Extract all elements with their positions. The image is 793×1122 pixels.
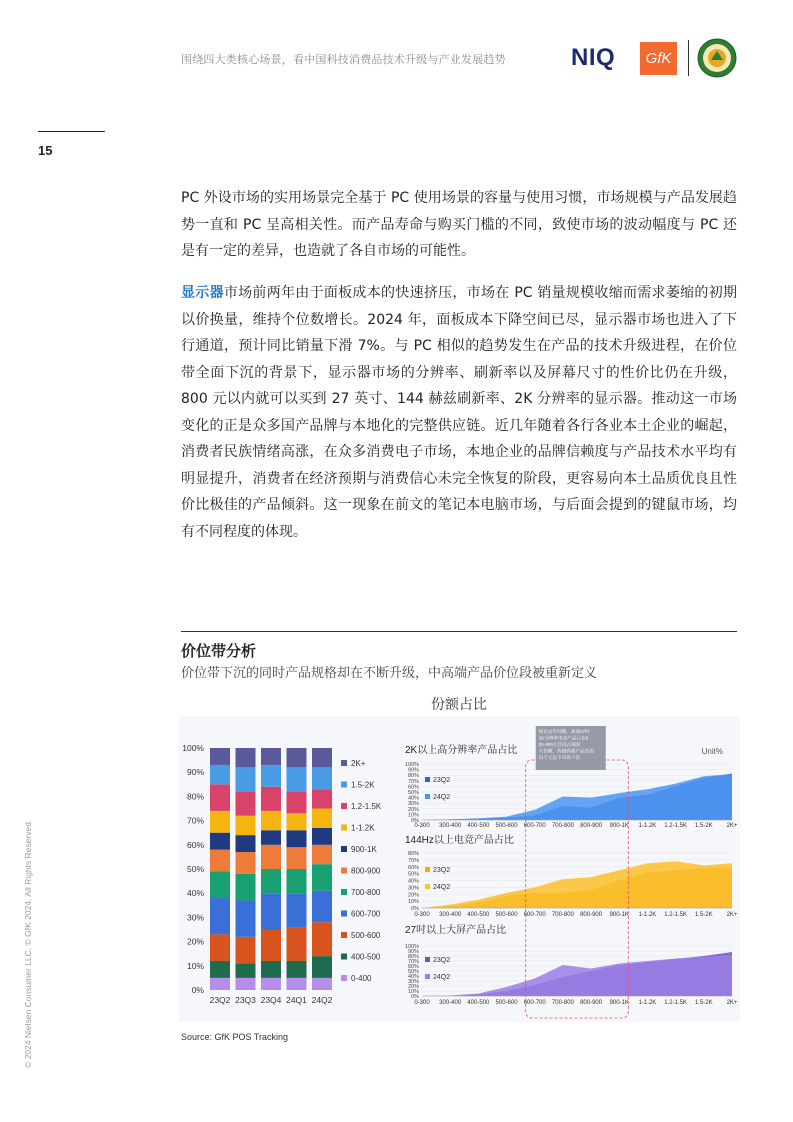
keyword-monitor: 显示器 <box>181 285 224 301</box>
bar-legend-label: 1-1.2K <box>351 823 375 833</box>
area-xtick-label: 1-1.2K <box>638 823 657 829</box>
annotation-text: 向千元以下市场下沉 <box>538 755 581 760</box>
area-ytick-label: 30% <box>407 885 419 892</box>
bar-legend-label: 700-800 <box>351 888 381 897</box>
area-xtick-label: 400-500 <box>467 1000 490 1006</box>
bar-legend-swatch <box>341 932 347 938</box>
bar-segment-1-1.2K <box>210 811 230 833</box>
bar-segment-800-900 <box>312 845 332 864</box>
bar-segment-700-800 <box>236 874 256 901</box>
area-ytick-label: 0% <box>411 906 419 912</box>
bar-segment-1.2-1.5K <box>236 792 256 816</box>
bar-segment-600-700 <box>210 898 230 934</box>
area-ytick-label: 20% <box>407 892 419 899</box>
bar-ytick-label: 100% <box>182 743 204 753</box>
header-title: 围绕四大类核心场景，看中国科技消费品技术升级与产业发展趋势 <box>181 53 506 66</box>
bar-segment-400-500 <box>210 961 230 978</box>
area-legend-swatch <box>425 884 430 889</box>
bar-segment-700-800 <box>261 869 281 893</box>
area-xtick-label: 600-700 <box>523 823 546 829</box>
bar-legend-swatch <box>341 911 347 917</box>
area-xtick-label: 500-600 <box>495 1000 518 1006</box>
bar-segment-900-1K <box>261 830 281 845</box>
bar-category-label: 23Q2 <box>209 995 231 1005</box>
bar-segment-700-800 <box>312 864 332 891</box>
bar-segment-2K+ <box>236 748 256 767</box>
bar-segment-0-400 <box>261 978 281 990</box>
area-xtick-label: 1.2-1.5K <box>664 912 687 918</box>
bar-legend-swatch <box>341 846 347 852</box>
area-ytick-label: 50% <box>407 790 419 796</box>
area-ytick-label: 10% <box>407 812 419 819</box>
bar-segment-800-900 <box>236 852 256 874</box>
area-xtick-label: 2K+ <box>726 823 738 829</box>
bar-segment-2K+ <box>312 748 332 767</box>
area-ytick-label: 80% <box>407 773 419 780</box>
area-ytick-label: 60% <box>407 784 419 791</box>
bar-segment-1-1.2K <box>312 809 332 828</box>
bar-segment-2K+ <box>287 748 307 767</box>
area-ytick-label: 60% <box>407 864 419 871</box>
bar-ytick-label: 50% <box>186 864 204 874</box>
bar-legend-label: 400-500 <box>351 952 381 962</box>
bar-legend-swatch <box>341 975 347 981</box>
bar-segment-1.5-2K <box>287 767 307 791</box>
bar-segment-1.5-2K <box>261 765 281 787</box>
area-legend-swatch <box>425 794 430 799</box>
area-xtick-label: 600-700 <box>523 1000 546 1006</box>
bar-segment-900-1K <box>287 830 307 847</box>
area-ytick-label: 70% <box>407 778 419 785</box>
area-xtick-label: 1.5-2K <box>694 1000 713 1006</box>
area-ytick-label: 60% <box>407 964 419 970</box>
chart-panel <box>179 716 740 1022</box>
section-subtitle: 价位带下沉的同时产品规格却在不断升级，中高端产品价位段被重新定义 <box>181 666 598 681</box>
bar-legend-swatch <box>341 760 347 766</box>
area-ytick-label: 40% <box>407 878 419 885</box>
area-legend-swatch <box>425 957 430 962</box>
charts-svg <box>179 716 740 1022</box>
bar-segment-600-700 <box>236 900 256 936</box>
area-xtick-label: 300-400 <box>439 1000 462 1006</box>
bar-legend-swatch <box>341 825 347 831</box>
area-legend-label: 23Q2 <box>433 867 451 874</box>
area-legend-label: 24Q2 <box>433 974 451 981</box>
area-ytick-label: 10% <box>407 899 419 906</box>
area-xtick-label: 2K+ <box>726 1000 738 1006</box>
bar-legend-swatch <box>341 889 347 895</box>
area-xtick-label: 400-500 <box>467 823 490 829</box>
area-chart-title: 2K以上高分辨率产品占比 <box>405 745 518 756</box>
bar-category-label: 23Q4 <box>260 995 282 1005</box>
logo-divider <box>688 40 689 76</box>
area-ytick-label: 30% <box>407 979 419 985</box>
bar-segment-600-700 <box>312 891 332 922</box>
area-xtick-label: 1.5-2K <box>694 823 713 829</box>
bar-segment-2K+ <box>210 748 230 765</box>
bar-segment-800-900 <box>261 845 281 869</box>
area-ytick-label: 100% <box>404 762 419 768</box>
bar-segment-800-900 <box>287 847 307 869</box>
bar-ytick-label: 40% <box>186 888 204 899</box>
area-xtick-label: 800-900 <box>580 823 603 829</box>
bar-category-label: 24Q2 <box>311 995 333 1005</box>
annotation-text: 相比去年同期，高端27吋 <box>538 729 590 734</box>
bar-segment-900-1K <box>312 828 332 845</box>
bar-ytick-label: 70% <box>186 815 204 826</box>
bar-legend-label: 900-1K <box>351 845 377 854</box>
area-xtick-label: 400-500 <box>467 912 490 918</box>
area-ytick-label: 70% <box>407 857 419 864</box>
area-ytick-label: 80% <box>407 851 419 857</box>
area-xtick-label: 800-900 <box>580 912 603 918</box>
bar-legend-swatch <box>341 782 347 788</box>
bar-segment-1.5-2K <box>312 767 332 789</box>
bar-ytick-label: 10% <box>186 960 204 971</box>
section-title: 价位带分析 <box>181 642 257 660</box>
chart-title: 份额占比 <box>431 697 487 713</box>
area-xtick-label: 800-900 <box>580 1000 603 1006</box>
area-ytick-label: 20% <box>407 806 419 813</box>
area-legend-swatch <box>425 777 430 782</box>
area-chart-title: 144Hz以上电竞产品占比 <box>405 835 514 846</box>
bar-segment-700-800 <box>210 871 230 898</box>
page-number: 15 <box>38 143 53 158</box>
association-seal-icon <box>697 38 737 78</box>
area-legend-swatch <box>425 974 430 979</box>
bar-segment-500-600 <box>236 937 256 964</box>
bar-segment-0-400 <box>236 978 256 990</box>
area-legend-label: 23Q2 <box>433 777 451 784</box>
annotation-text: 大份额，传统高端产品全面 <box>538 748 594 754</box>
area-xtick-label: 700-800 <box>551 912 574 918</box>
bar-segment-800-900 <box>210 850 230 872</box>
side-copyright: © 2024 Nielsen Consumer LLC. © GfK 2024. All Rights Reserved. <box>23 819 33 1068</box>
bar-legend-label: 0-400 <box>351 974 372 983</box>
area-ytick-label: 50% <box>407 969 419 975</box>
area-ytick-label: 80% <box>407 954 419 960</box>
page-number-rule <box>38 131 105 132</box>
area-ytick-label: 90% <box>407 949 419 955</box>
annotation-text: 00-800元区间占领较 <box>538 742 581 747</box>
paragraph-monitors-text: 市场前两年由于面板成本的快速挤压，市场在 PC 销量规模收缩而需求萎缩的初期以价换量，维持个位数增长。2024 年，面板成本下降空间已尽，显示器市场也进入了下行通道，预计同比销量下滑 7%。与 PC 相似的趋势发生在产品的技术升级进程，在价位带全面下沉的背景下，显示器市场的分辨率、刷新率以及屏幕尺寸的性价比仍在升级，800 元以内就可以买到 27 英寸、144 赫兹刷新率、2K 分辨率的显示器。推动这一市场变化的正是众多国产品牌与本地化的完整供应链。近几年随着各行各业本土企业的崛起，消费者民族情绪高涨，在众多消费电子市场，本地企业的品牌信赖度与产品技术水平均有明显提升，消费者在经济预期与消费信心未完全恢复的阶段，更容易向本土品质优良且性价比极佳的产品倾斜。这一现象在前文的笔记本电脑市场，与后面会提到的键鼠市场，均有不同程度的体现。 <box>181 285 737 540</box>
bar-segment-400-500 <box>236 963 256 978</box>
area-legend-label: 23Q2 <box>433 957 451 964</box>
area-xtick-label: 2K+ <box>726 912 738 918</box>
bar-segment-1-1.2K <box>287 813 307 830</box>
bar-segment-1.2-1.5K <box>210 784 230 811</box>
bar-segment-0-400 <box>287 978 307 990</box>
bar-segment-1.5-2K <box>236 767 256 791</box>
area-xtick-label: 1.5-2K <box>694 912 713 918</box>
area-xtick-label: 0-300 <box>414 823 430 829</box>
area-xtick-label: 0-300 <box>414 912 430 918</box>
area-xtick-label: 900-1K <box>609 823 629 829</box>
bar-segment-900-1K <box>210 833 230 850</box>
area-ytick-label: 0% <box>411 818 419 824</box>
area-ytick-label: 100% <box>404 944 419 950</box>
bar-segment-400-500 <box>312 956 332 978</box>
bar-segment-600-700 <box>261 893 281 929</box>
bar-segment-500-600 <box>210 934 230 961</box>
bar-segment-1-1.2K <box>236 816 256 835</box>
area-xtick-label: 900-1K <box>609 1000 629 1006</box>
bar-legend-label: 1.2-1.5K <box>351 802 382 811</box>
bar-segment-2K+ <box>261 748 281 765</box>
area-legend-label: 24Q2 <box>433 884 451 891</box>
area-chart-title: 27吋以上大屏产品占比 <box>405 925 507 936</box>
bar-segment-500-600 <box>261 930 281 961</box>
area-ytick-label: 30% <box>407 801 419 808</box>
bar-ytick-label: 20% <box>186 936 204 947</box>
area-xtick-label: 500-600 <box>495 823 518 829</box>
area-xtick-label: 1-1.2K <box>638 912 657 918</box>
bar-segment-1.2-1.5K <box>287 792 307 814</box>
section-rule <box>181 631 737 632</box>
area-xtick-label: 300-400 <box>439 823 462 829</box>
annotation-text: 2K分辨率电竞产品已在6 <box>538 735 589 741</box>
source-note: Source: GfK POS Tracking <box>181 1032 289 1042</box>
bar-ytick-label: 30% <box>186 912 204 923</box>
bar-legend-swatch <box>341 868 347 874</box>
gfk-logo: GfK <box>640 42 677 75</box>
bar-legend-label: 1.5-2K <box>351 780 375 790</box>
area-ytick-label: 90% <box>407 767 419 774</box>
bar-legend-swatch <box>341 803 347 809</box>
area-legend-swatch <box>425 867 430 872</box>
paragraph-monitors <box>181 280 737 545</box>
bar-segment-1.2-1.5K <box>261 787 281 811</box>
area-ytick-label: 40% <box>407 974 419 980</box>
bar-segment-1-1.2K <box>261 811 281 830</box>
bar-legend-label: 2K+ <box>351 759 366 768</box>
niq-logo: NIQ <box>571 44 616 71</box>
bar-segment-400-500 <box>287 961 307 978</box>
bar-segment-1.5-2K <box>210 765 230 784</box>
bar-segment-0-400 <box>312 978 332 990</box>
bar-legend-label: 800-900 <box>351 866 381 876</box>
area-xtick-label: 300-400 <box>439 912 462 918</box>
bar-category-label: 24Q1 <box>286 995 307 1005</box>
bar-segment-500-600 <box>312 922 332 956</box>
area-xtick-label: 700-800 <box>551 823 574 829</box>
bar-category-label: 23Q3 <box>235 995 256 1005</box>
area-ytick-label: 40% <box>407 795 419 802</box>
area-xtick-label: 900-1K <box>609 912 629 918</box>
bar-segment-900-1K <box>236 835 256 852</box>
bar-legend-label: 600-700 <box>351 909 381 919</box>
area-xtick-label: 1.2-1.5K <box>664 823 687 829</box>
area-ytick-label: 10% <box>407 989 419 995</box>
area-xtick-label: 1-1.2K <box>638 1000 657 1006</box>
area-xtick-label: 1.2-1.5K <box>664 1000 687 1006</box>
area-ytick-label: 50% <box>407 871 419 878</box>
bar-legend-swatch <box>341 954 347 960</box>
paragraph-peripherals: PC 外设市场的实用场景完全基于 PC 使用场景的容量与使用习惯，市场规模与产品发展趋势一直和 PC 呈高相关性。而产品寿命与购买门槛的不同，致使市场的波动幅度与 PC 还是有一定的差异，也造就了各自市场的可能性。 <box>181 190 737 259</box>
area-ytick-label: 70% <box>407 959 419 965</box>
bar-ytick-label: 80% <box>186 791 204 802</box>
area-ytick-label: 0% <box>411 994 419 1000</box>
area-xtick-label: 600-700 <box>523 912 546 918</box>
bar-segment-1.2-1.5K <box>312 789 332 808</box>
bar-segment-400-500 <box>261 961 281 978</box>
bar-segment-0-400 <box>210 978 230 990</box>
area-xtick-label: 700-800 <box>551 1000 574 1006</box>
area-unit-label: Unit% <box>701 747 723 756</box>
area-xtick-label: 0-300 <box>414 1000 430 1006</box>
bar-legend-label: 500-600 <box>351 931 381 940</box>
bar-ytick-label: 90% <box>186 767 204 778</box>
area-ytick-label: 20% <box>407 984 419 990</box>
bar-segment-500-600 <box>287 927 307 961</box>
bar-segment-600-700 <box>287 893 307 927</box>
area-legend-label: 24Q2 <box>433 794 451 801</box>
area-xtick-label: 500-600 <box>495 912 518 918</box>
bar-ytick-label: 0% <box>191 985 204 995</box>
bar-ytick-label: 60% <box>186 839 204 850</box>
bar-segment-700-800 <box>287 869 307 893</box>
